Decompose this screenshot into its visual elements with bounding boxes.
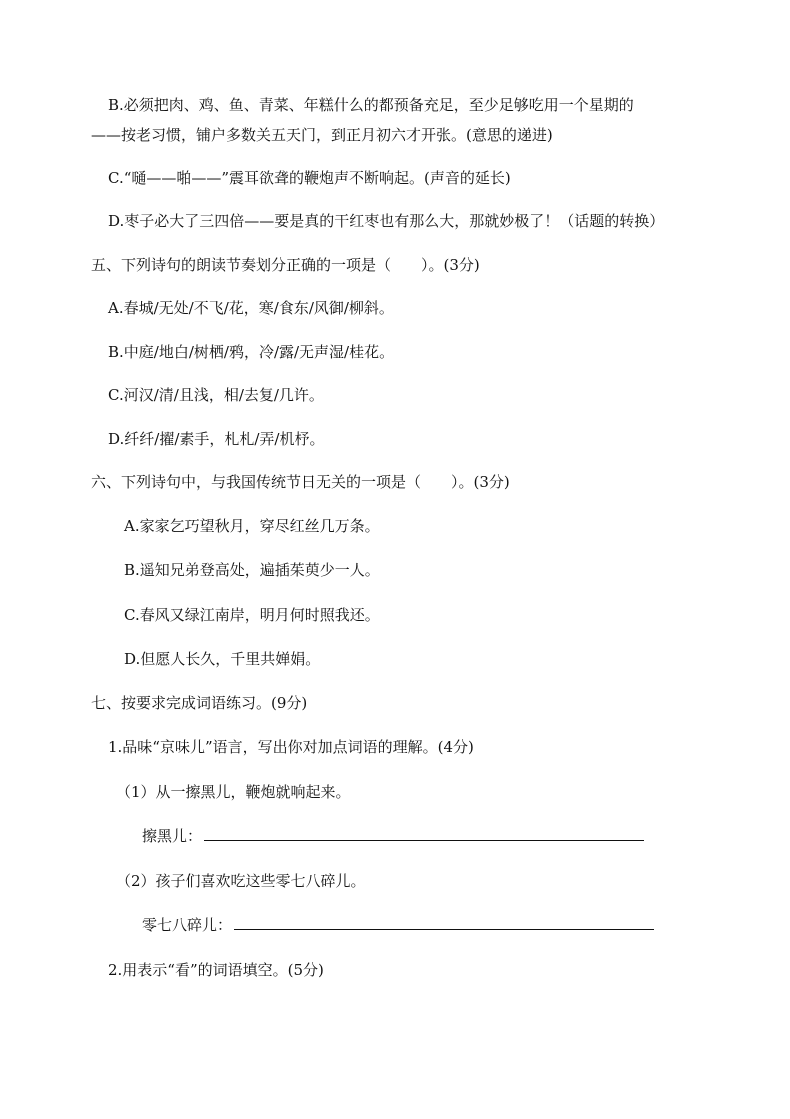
q4-option-b-line2: ——按老习惯，铺户多数关五天门，到正月初六才开张。(意思的递进) bbox=[91, 126, 553, 144]
answer-blank-line[interactable] bbox=[204, 826, 644, 841]
q7-sub1-answer1 bbox=[142, 826, 644, 846]
q6-option-b: B.遥知兄弟登高处，遍插茱萸少一人。 bbox=[124, 561, 380, 579]
q4-option-c: C.“嗵——啪——”震耳欲聋的鞭炮声不断响起。(声音的延长) bbox=[108, 169, 511, 187]
q5-option-b: B.中庭/地白/树栖/鸦，冷/露/无声湿/桂花。 bbox=[108, 343, 395, 361]
q7-sub2-title: 2.用表示“看”的词语填空。(5分) bbox=[108, 961, 324, 979]
q6-option-c: C.春风又绿江南岸，明月何时照我还。 bbox=[124, 606, 380, 624]
q5-title: 五、下列诗句的朗读节奏划分正确的一项是（ ）。(3分) bbox=[91, 256, 480, 274]
q6-option-d: D.但愿人长久，千里共婵娟。 bbox=[124, 650, 321, 668]
answer-label: 零七八碎儿： bbox=[142, 916, 233, 934]
q7-sub1-item2: （2）孩子们喜欢吃这些零七八碎儿。 bbox=[116, 872, 366, 890]
answer-blank-line[interactable] bbox=[234, 915, 654, 930]
q5-option-c: C.河汉/清/且浅，相/去复/几许。 bbox=[108, 386, 324, 404]
q4-option-b-line1: B.必须把肉、鸡、鱼、青菜、年糕什么的都预备充足，至少足够吃用一个星期的 bbox=[108, 96, 634, 114]
q4-option-d: D.枣子必大了三四倍——要是真的干红枣也有那么大，那就妙极了！（话题的转换） bbox=[108, 212, 665, 230]
q5-option-d: D.纤纤/擢/素手，札札/弄/机杼。 bbox=[108, 430, 325, 448]
q7-sub1-title: 1.品味“京味儿”语言，写出你对加点词语的理解。(4分) bbox=[108, 738, 474, 756]
q6-option-a: A.家家乞巧望秋月，穿尽红丝几万条。 bbox=[124, 517, 380, 535]
q7-title: 七、按要求完成词语练习。(9分) bbox=[91, 694, 308, 712]
q7-sub1-item1: （1）从一擦黑儿，鞭炮就响起来。 bbox=[116, 783, 351, 801]
answer-label: 擦黑儿： bbox=[142, 827, 203, 845]
q5-option-a: A.春城/无处/不飞/花，寒/食东/风御/柳斜。 bbox=[108, 299, 394, 317]
q6-title: 六、下列诗句中，与我国传统节日无关的一项是（ ）。(3分) bbox=[91, 473, 510, 491]
q7-sub1-answer2 bbox=[142, 915, 654, 935]
